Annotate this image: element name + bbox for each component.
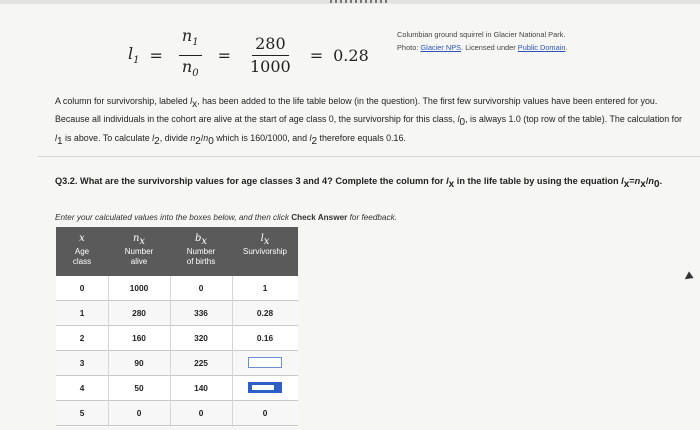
cell-x: 5	[79, 408, 85, 418]
explanation-paragraph: A column for survivorship, labeled $l_x$, has been added to the life table below (in the question). The first few survivorship values have been entered for you. Because all individuals in the cohort are alive at the start of age class 0, the survivorship for this class, $l_0$, is always 1.0 (top row of the table). The calculation for $l_1$ is above. To calculate $l_2$, divide $n_2/n_0$ which is 160/1000, and $l_2$ therefore equals 0.16.	[55, 96, 682, 147]
formula-fraction-numeric: $\frac{280}{1000}$	[250, 33, 291, 76]
header-number-alive: $n_x$ Number alive	[124, 233, 154, 266]
cell-b: 320	[194, 333, 208, 343]
survivorship-input-age-4[interactable]	[248, 382, 282, 393]
question-text: Q3.2. What are the survivorship values for age classes 3 and 4? Complete the column for $l_x$ in the life table by using the equation $l_x=n_x/n_0$.	[55, 176, 663, 190]
formula-result: 0.28	[333, 45, 369, 65]
cell-n: 0	[136, 408, 142, 418]
table-row	[56, 401, 298, 425]
cell-n: 1000	[129, 283, 149, 293]
header-number-of-births: $b_x$ Number of births	[186, 233, 216, 266]
table-row	[56, 376, 298, 400]
cell-n: 160	[132, 333, 146, 343]
life-table	[56, 227, 298, 427]
cell-b: 140	[194, 383, 208, 393]
table-header	[56, 227, 298, 276]
cell-n: 280	[132, 308, 146, 318]
check-answer-label: Check Answer	[291, 213, 348, 222]
cell-l: 0	[262, 408, 268, 418]
photo-credit-link[interactable]: Glacier NPS	[420, 43, 462, 52]
header-age-class: x Age class	[72, 233, 92, 266]
table-row	[56, 326, 298, 350]
table-row	[56, 276, 298, 300]
formula-fraction-symbolic: $\frac{n_1}{n_0}$	[179, 27, 202, 82]
cell-b: 0	[198, 408, 204, 418]
cell-n: 90	[134, 358, 144, 368]
survivorship-formula: $l_1$ = $\frac{n_1}{n_0}$ = $\frac{280}{1000}$ = 0.28	[128, 30, 369, 80]
cell-l: 0.28	[256, 308, 274, 318]
cell-b: 225	[194, 358, 208, 368]
photo-caption: Columbian ground squirrel in Glacier National Park. Photo: Glacier NPS. Licensed under Public Domain.	[397, 30, 568, 52]
cell-b: 336	[194, 308, 208, 318]
section-divider	[38, 156, 700, 157]
formula-lhs: $l_1$	[128, 43, 140, 67]
cell-b: 0	[198, 283, 204, 293]
instruction-text: Enter your calculated values into the boxes below, and then click Check Answer for feedback.	[55, 213, 397, 222]
cell-x: 4	[79, 383, 85, 393]
mouse-pointer-icon	[682, 271, 693, 282]
table-row	[56, 351, 298, 375]
table-row	[56, 301, 298, 325]
license-link[interactable]: Public Domain	[517, 43, 566, 52]
cell-n: 50	[134, 383, 144, 393]
header-survivorship: $l_x$ Survivorship	[242, 233, 287, 256]
cell-x: 2	[79, 333, 85, 343]
cell-l: 1	[262, 283, 268, 293]
survivorship-input-age-3[interactable]	[248, 357, 282, 368]
cell-l: 0.16	[256, 333, 274, 343]
cell-x: 0	[79, 283, 85, 293]
cell-x: 1	[79, 308, 85, 318]
cell-x: 3	[79, 358, 85, 368]
dotted-border	[330, 0, 390, 3]
